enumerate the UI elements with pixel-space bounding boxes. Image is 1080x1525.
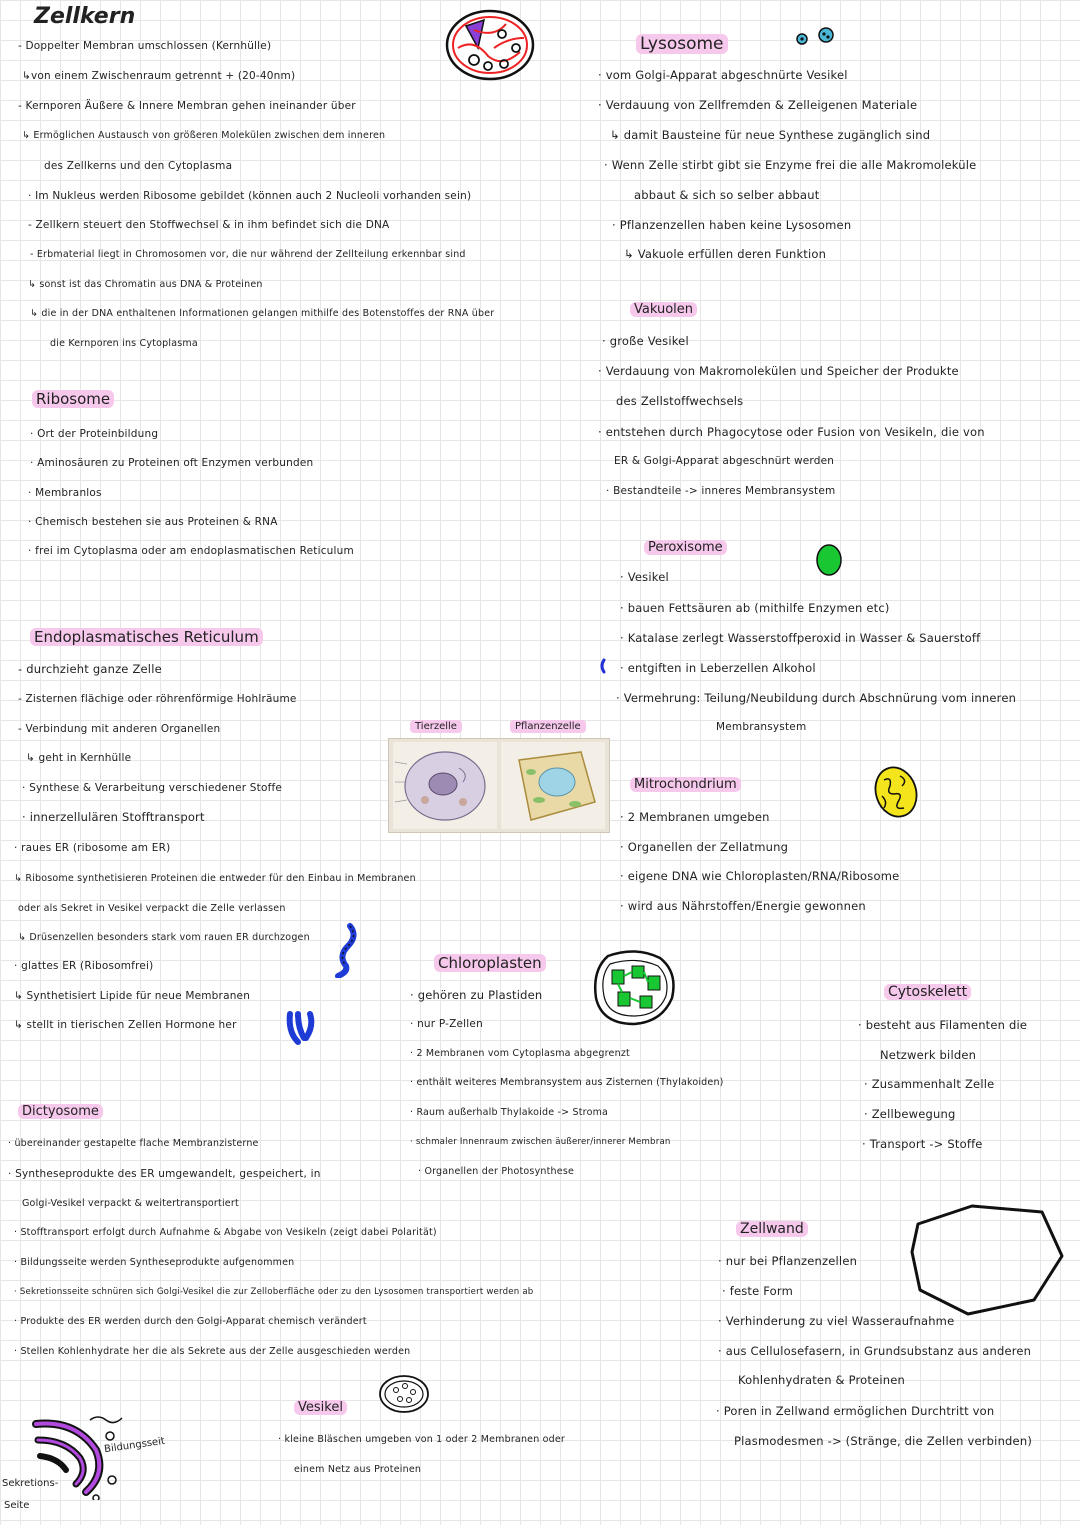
vakuolen-line: des Zellstoffwechsels	[616, 394, 744, 408]
zellkern-line: ↳ Ermöglichen Austausch von größeren Molekülen zwischen dem inneren	[22, 130, 386, 141]
dictyosome-line: · Bildungsseite werden Syntheseprodukte aufgenommen	[14, 1257, 295, 1268]
er-line: ↳ Drüsenzellen besonders stark vom rauen ER durchzogen	[18, 932, 310, 943]
golgi-vesicle-icon	[88, 1412, 128, 1428]
lysosome-title: Lysosome	[636, 34, 728, 54]
zellwand-line: · Verhinderung zu viel Wasseraufnahme	[718, 1314, 955, 1328]
lysosome-line: · Pflanzenzellen haben keine Lysosomen	[612, 218, 852, 232]
ribosome-line: · Aminosäuren zu Proteinen oft Enzymen verbunden	[30, 457, 314, 469]
zellkern-line: ↳von einem Zwischenraum getrennt + (20-40nm)	[22, 70, 296, 82]
rough-er-drawing-icon	[328, 922, 362, 978]
dictyosome-line: · übereinander gestapelte flache Membranzisterne	[8, 1138, 259, 1149]
cytoskelett-line: · Zellbewegung	[864, 1107, 956, 1121]
vakuolen-line: · entstehen durch Phagocytose oder Fusion von Vesikeln, die von	[598, 425, 985, 439]
lysosome-line: ↳ Vakuole erfüllen deren Funktion	[624, 247, 827, 261]
zellkern-line: - Zellkern steuert den Stoffwechsel & in ihm befindet sich die DNA	[28, 219, 390, 231]
zellkern-line: - Erbmaterial liegt in Chromosomen vor, die nur während der Zellteilung erkennbar sind	[30, 249, 466, 260]
lysosome-line: · vom Golgi-Apparat abgeschnürte Vesikel	[598, 68, 848, 82]
dictyosome-line: · Stellen Kohlenhydrate her die als Sekrete aus der Zelle ausgeschieden werden	[14, 1346, 411, 1357]
caption-pflanzenzelle: Pflanzenzelle	[510, 720, 586, 733]
lysosome-line: abbaut & sich so selber abbaut	[634, 188, 820, 202]
peroxisome-line: · Vesikel	[620, 570, 669, 584]
mitochondrium-line: · 2 Membranen umgeben	[620, 810, 770, 824]
chloroplasten-line: · Raum außerhalb Thylakoide -> Stroma	[410, 1107, 609, 1118]
zellwand-line: Kohlenhydraten & Proteinen	[738, 1373, 906, 1387]
dictyosome-line: · Sekretionsseite schnüren sich Golgi-Vesikel die zur Zelloberfläche oder zu den Lysosomen transportiert werden ab	[14, 1287, 534, 1297]
ribosome-title: Ribosome	[32, 390, 114, 408]
vesikel-title: Vesikel	[294, 1400, 347, 1415]
vakuolen-title: Vakuolen	[630, 302, 697, 317]
zellkern-line: - Kernporen Äußere & Innere Membran gehen ineinander über	[18, 100, 356, 112]
vesikel-line: · kleine Bläschen umgeben von 1 oder 2 Membranen oder	[278, 1434, 566, 1445]
er-line: ↳ geht in Kernhülle	[26, 752, 132, 764]
zellkern-line: ↳ die in der DNA enthaltenen Informationen gelangen mithilfe des Botenstoffes der RNA über	[30, 308, 495, 319]
peroxisome-line: · Katalase zerlegt Wasserstoffperoxid in Wasser & Sauerstoff	[620, 631, 981, 645]
zellkern-line: - Doppelter Membran umschlossen (Kernhülle)	[18, 40, 272, 52]
vakuolen-line: · Bestandteile -> inneres Membransystem	[606, 485, 836, 497]
chloroplasten-line: · nur P-Zellen	[410, 1018, 483, 1030]
zellwand-line: Plasmodesmen -> (Stränge, die Zellen verbinden)	[734, 1434, 1033, 1448]
peroxisome-line: Membransystem	[716, 721, 807, 733]
vesikel-drawing-icon	[378, 1374, 430, 1414]
er-line: oder als Sekret in Vesikel verpackt die Zelle verlassen	[18, 903, 286, 914]
ribosome-line: · Chemisch bestehen sie aus Proteinen & RNA	[28, 516, 278, 528]
chloroplasten-line: · schmaler Innenraum zwischen äußerer/innerer Membran	[410, 1137, 671, 1147]
dictyosome-line: · Produkte des ER werden durch den Golgi-Apparat chemisch verändert	[14, 1316, 367, 1327]
er-line: - durchzieht ganze Zelle	[18, 662, 162, 676]
chloroplasten-line: · Organellen der Photosynthese	[418, 1166, 575, 1177]
vesikel-line: einem Netz aus Proteinen	[294, 1464, 422, 1475]
lysosome-line: · Verdauung von Zellfremden & Zelleigenen Materiale	[598, 98, 918, 112]
peroxisome-line: · entgiften in Leberzellen Alkohol	[620, 661, 816, 675]
mitochondrium-line: · eigene DNA wie Chloroplasten/RNA/Ribosome	[620, 869, 900, 883]
mitochondrium-drawing-icon	[870, 764, 922, 820]
ribosome-line: · Ort der Proteinbildung	[30, 428, 159, 440]
smooth-er-drawing-icon	[284, 1008, 320, 1048]
zellkern-line: die Kernporen ins Cytoplasma	[50, 338, 198, 349]
zellkern-line: · Im Nukleus werden Ribosome gebildet (können auch 2 Nucleoli vorhanden sein)	[28, 190, 472, 202]
plant-cell-icon	[501, 742, 605, 829]
nucleus-drawing-icon	[444, 8, 536, 82]
dictyosome-line: Golgi-Vesikel verpackt & weitertransportiert	[22, 1198, 239, 1209]
zellwand-line: · feste Form	[722, 1284, 794, 1298]
ribosome-line: · Membranlos	[28, 487, 102, 499]
peroxisome-line: · bauen Fettsäuren ab (mithilfe Enzymen etc)	[620, 601, 890, 615]
chloroplasten-line: · enthält weiteres Membransystem aus Zisternen (Thylakoiden)	[410, 1077, 724, 1088]
photo-plant-cell	[501, 742, 605, 829]
lysosome-line: ↳ damit Bausteine für neue Synthese zugänglich sind	[610, 128, 931, 142]
zellkern-line: des Zellkerns und den Cytoplasma	[44, 160, 233, 172]
peroxisome-title: Peroxisome	[644, 540, 727, 555]
mitochondrium-line: · wird aus Nährstoffen/Energie gewonnen	[620, 899, 866, 913]
dictyosome-line: · Syntheseprodukte des ER umgewandelt, gespeichert, in	[8, 1168, 321, 1180]
golgi-label-bildungsseite: Bildungsseit	[103, 1435, 166, 1456]
zellwand-line: · aus Cellulosefasern, in Grundsubstanz aus anderen	[718, 1344, 1032, 1358]
er-line: ↳ stellt in tierischen Zellen Hormone her	[14, 1019, 237, 1031]
er-line: · Synthese & Verarbeitung verschiedener Stoffe	[22, 782, 283, 794]
zellwand-line: · Poren in Zellwand ermöglichen Durchtritt von	[716, 1404, 995, 1418]
lysosome-line: · Wenn Zelle stirbt gibt sie Enzyme frei die alle Makromoleküle	[604, 158, 977, 172]
er-line: · innerzellulären Stofftransport	[22, 810, 205, 824]
cell-wall-drawing-icon	[908, 1200, 1068, 1320]
er-line: · glattes ER (Ribosomfrei)	[14, 960, 154, 972]
zellkern-line: ↳ sonst ist das Chromatin aus DNA & Proteinen	[28, 279, 263, 290]
golgi-label-sekretion-1: Sekretions-	[2, 1478, 59, 1489]
cytoskelett-line: · Zusammenhalt Zelle	[864, 1077, 995, 1091]
peroxisome-drawing-icon	[814, 542, 844, 578]
cytoskelett-line: · Transport -> Stoffe	[862, 1137, 983, 1151]
golgi-label-sekretion-2: Seite	[4, 1500, 30, 1511]
dictyosome-title: Dictyosome	[18, 1104, 103, 1119]
caption-tierzelle: Tierzelle	[410, 720, 462, 733]
textbook-photo	[388, 738, 610, 833]
zellkern-title: Zellkern	[34, 4, 136, 29]
zellwand-title: Zellwand	[736, 1221, 808, 1237]
cytoskelett-line: Netzwerk bilden	[880, 1048, 977, 1062]
mitochondrium-line: · Organellen der Zellatmung	[620, 840, 789, 854]
er-title: Endoplasmatisches Reticulum	[30, 628, 263, 646]
cytoskelett-title: Cytoskelett	[884, 984, 971, 1000]
lysosome-drawing-icon	[792, 26, 842, 48]
er-line: ↳ Ribosome synthetisieren Proteinen die entweder für den Einbau in Membranen	[14, 873, 416, 884]
er-line: · raues ER (ribosome am ER)	[14, 842, 171, 854]
er-line: - Verbindung mit anderen Organellen	[18, 723, 221, 735]
chloroplast-drawing-icon	[588, 946, 680, 1028]
ribosome-line: · frei im Cytoplasma oder am endoplasmatischen Reticulum	[28, 545, 354, 557]
photo-animal-cell	[393, 742, 497, 829]
vakuolen-line: ER & Golgi-Apparat abgeschnürt werden	[614, 455, 835, 467]
animal-cell-icon	[393, 742, 497, 829]
er-line: - Zisternen flächige oder röhrenförmige Hohlräume	[18, 693, 297, 705]
peroxisome-line: · Vermehrung: Teilung/Neubildung durch Abschnürung vom inneren	[616, 691, 1017, 705]
er-line: ↳ Synthetisiert Lipide für neue Membranen	[14, 990, 251, 1002]
chloroplasten-line: · 2 Membranen vom Cytoplasma abgegrenzt	[410, 1048, 630, 1059]
zellwand-line: · nur bei Pflanzenzellen	[718, 1254, 858, 1268]
vakuolen-line: · Verdauung von Makromolekülen und Speicher der Produkte	[598, 364, 959, 378]
dictyosome-line: · Stofftransport erfolgt durch Aufnahme & Abgabe von Vesikeln (zeigt dabei Polarität)	[14, 1227, 437, 1238]
vakuolen-line: · große Vesikel	[602, 334, 689, 348]
bullet-mark-icon	[598, 658, 608, 674]
cytoskelett-line: · besteht aus Filamenten die	[858, 1018, 1028, 1032]
chloroplasten-line: · gehören zu Plastiden	[410, 988, 543, 1002]
mitochondrium-title: Mitrochondrium	[630, 777, 741, 792]
chloroplasten-title: Chloroplasten	[434, 954, 546, 972]
